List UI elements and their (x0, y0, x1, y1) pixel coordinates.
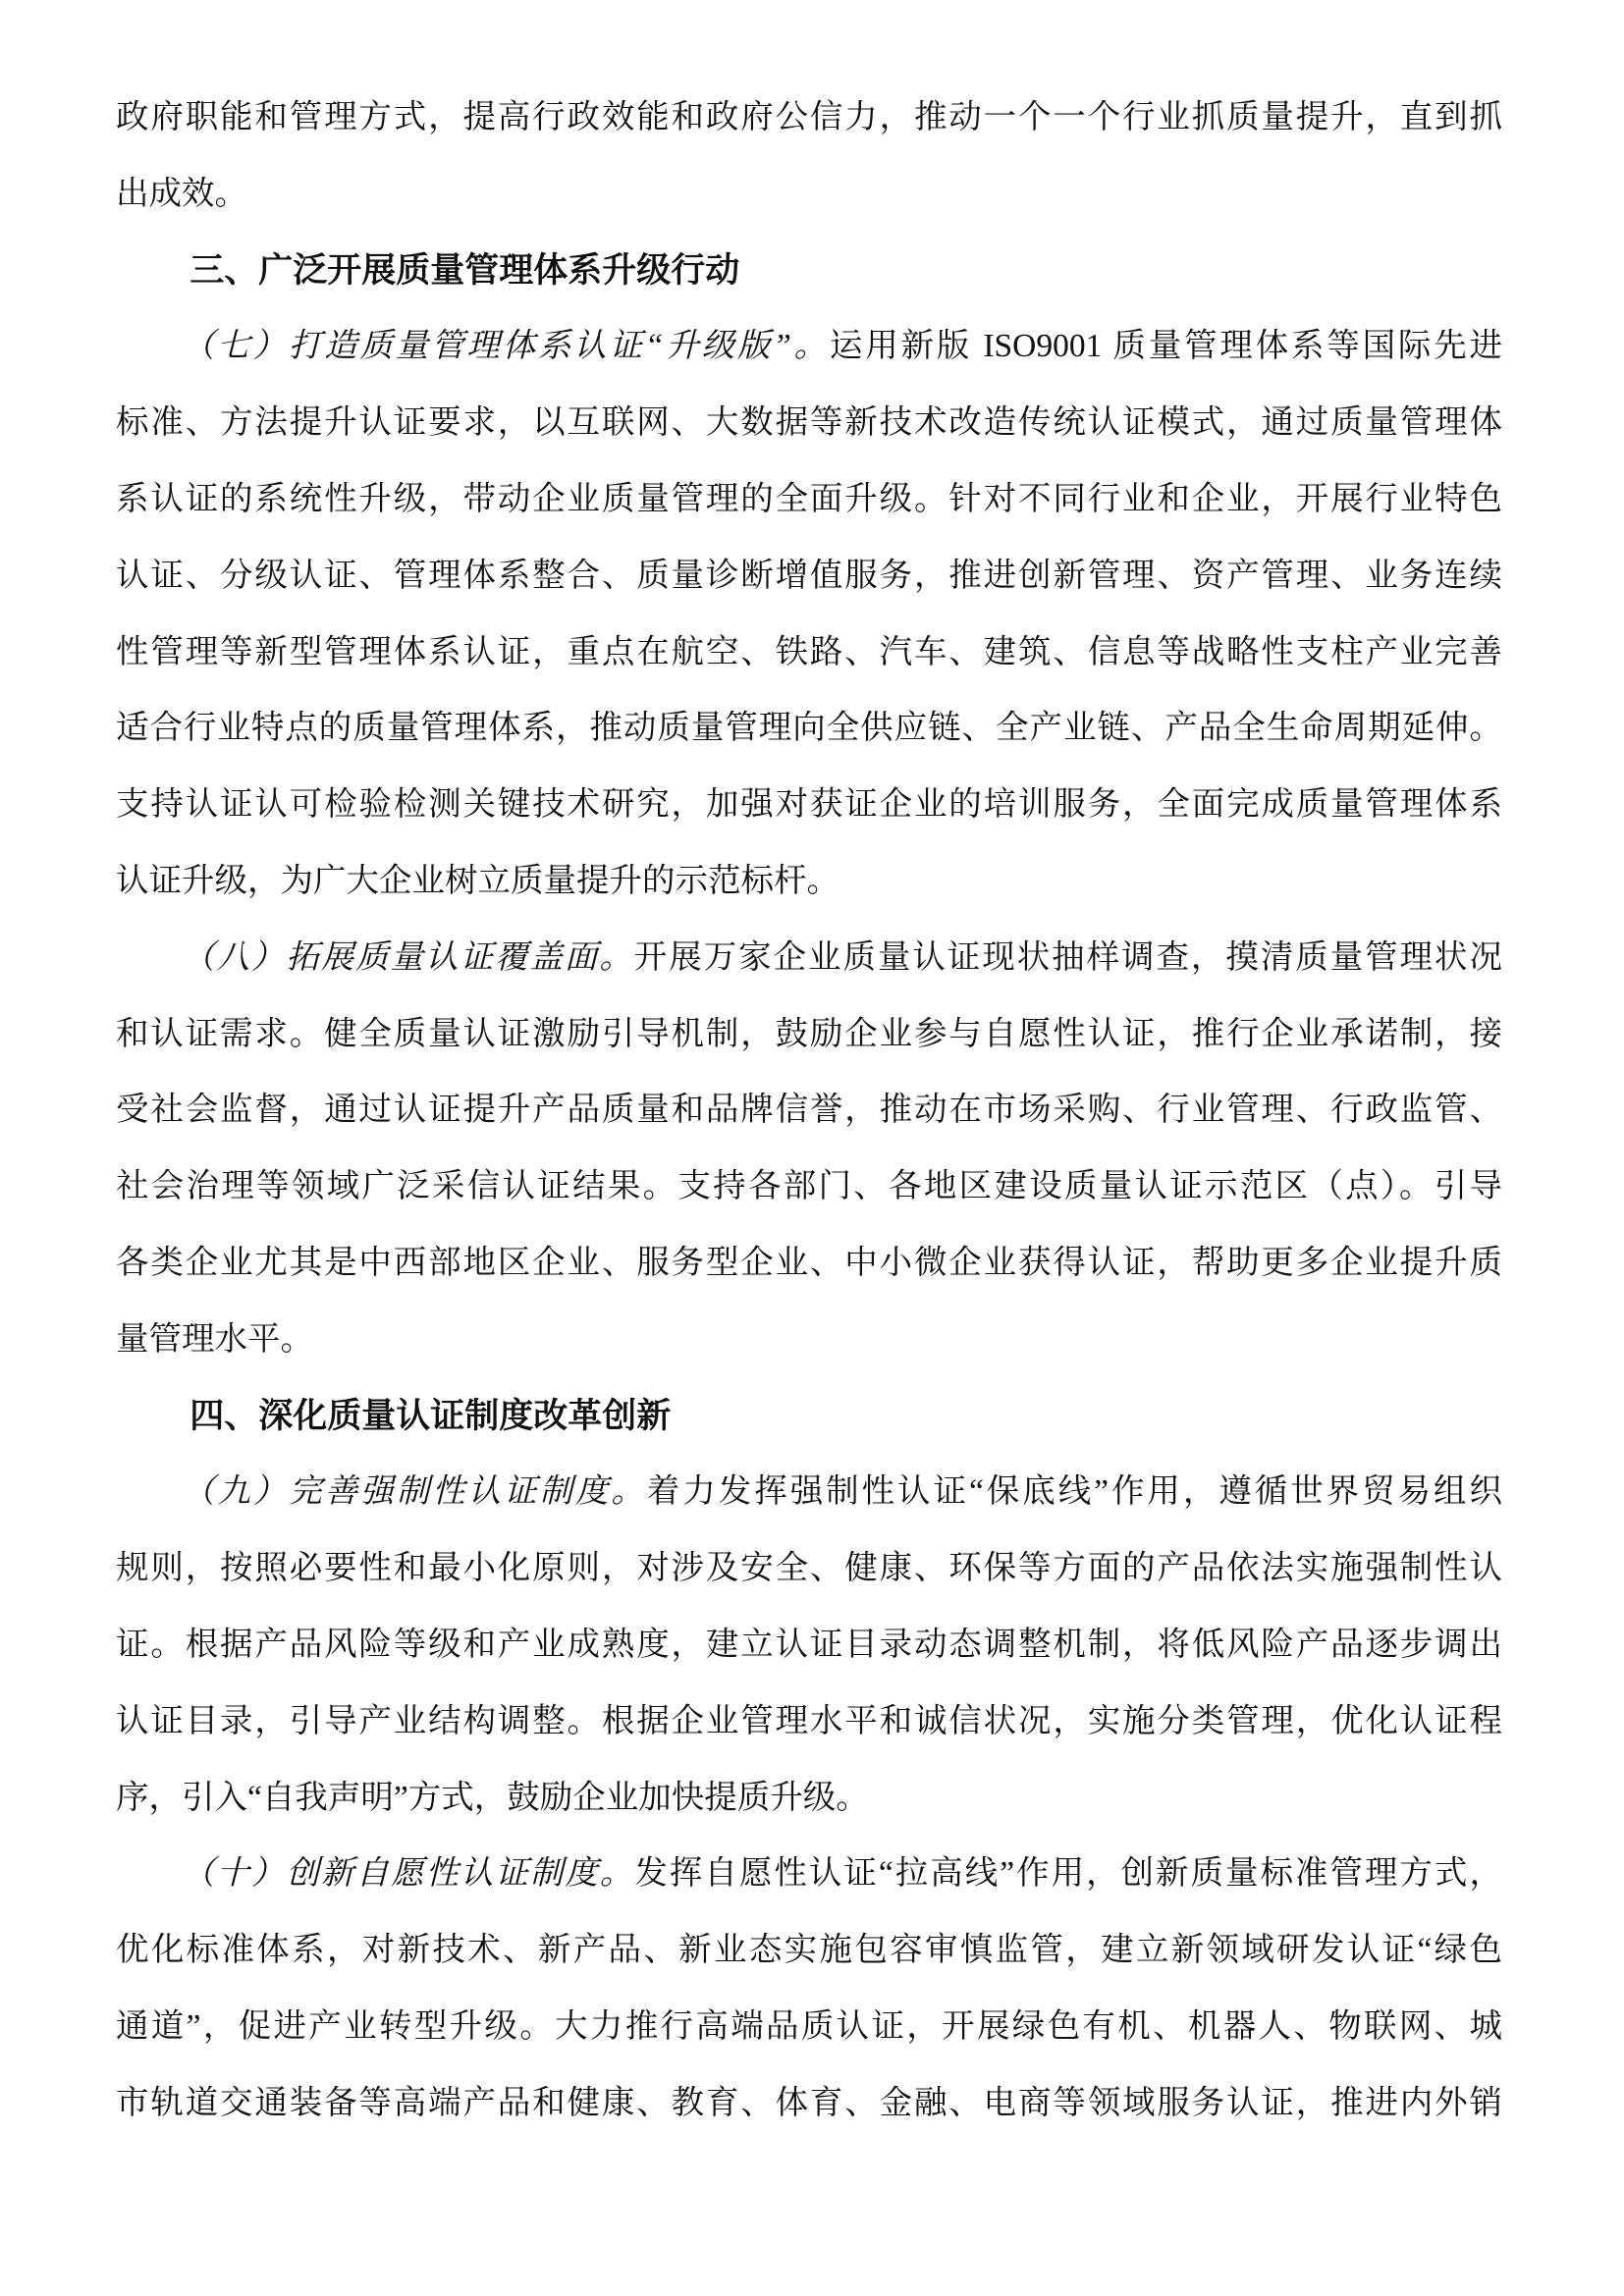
text-line: 认证、分级认证、管理体系整合、质量诊断增值服务，推进创新管理、资产管理、业务连续 (116, 557, 1502, 594)
text-line: 认证目录，引导产业结构调整。根据企业管理水平和诚信状况，实施分类管理，优化认证程 (116, 1702, 1502, 1739)
text-line: 规则，按照必要性和最小化原则，对涉及安全、健康、环保等方面的产品依法实施强制性认 (116, 1550, 1502, 1587)
text-line: 政府职能和管理方式，提高行政效能和政府公信力，推动一个一个行业抓质量提升，直到抓 (116, 99, 1502, 135)
text-line: 认证升级，为广大企业树立质量提升的示范标杆。 (116, 862, 839, 899)
text-line (116, 1454, 1502, 1530)
paragraph-lead: （七）打造质量管理体系认证“升级版”。 (182, 328, 830, 365)
text-line: 证。根据产品风险等级和产业成熟度，建立认证目录动态调整机制，将低风险产品逐步调出 (116, 1626, 1502, 1663)
text-line: 市轨道交通装备等高端产品和健康、教育、体育、金融、电商等领域服务认证，推进内外销 (116, 2084, 1502, 2121)
text-line: 系认证的系统性升级，带动企业质量管理的全面升级。针对不同行业和企业，开展行业特色 (116, 480, 1502, 517)
text-line (116, 920, 1502, 996)
text-line: 性管理等新型管理体系认证，重点在航空、铁路、汽车、建筑、信息等战略性支柱产业完善 (116, 633, 1502, 670)
text-line (116, 308, 1502, 385)
text-line (116, 1836, 1502, 1912)
text-line: 量管理水平。 (116, 1320, 313, 1358)
paragraph-lead: （九）完善强制性认证制度。 (182, 1473, 647, 1511)
paragraph-lead: （十）创新自愿性认证制度。 (182, 1855, 635, 1893)
text-line: 支持认证认可检验检测关键技术研究，加强对获证企业的培训服务，全面完成质量管理体系 (116, 786, 1502, 824)
text-line: 各类企业尤其是中西部地区企业、服务型企业、中小微企业获得认证，帮助更多企业提升质 (116, 1244, 1502, 1281)
section-heading: 三、广泛开展质量管理体系升级行动 (189, 250, 740, 290)
text-line: 优化标准体系，对新技术、新产品、新业态实施包容审慎监管，建立新领域研发认证“绿色 (116, 1932, 1502, 1969)
paragraph-text: 发挥自愿性认证“拉高线”作用，创新质量标准管理方式， (634, 1855, 1502, 1893)
paragraph-lead: （八）拓展质量认证覆盖面。 (182, 938, 634, 976)
text-line: 序，引入“自我声明”方式，鼓励企业加快提质升级。 (116, 1779, 869, 1816)
text-line: 标准、方法提升认证要求，以互联网、大数据等新技术改造传统认证模式，通过质量管理体 (116, 404, 1502, 442)
paragraph-text: 运用新版 ISO9001 质量管理体系等国际先进 (829, 328, 1502, 365)
section-heading: 四、深化质量认证制度改革创新 (189, 1396, 672, 1435)
text-line: 受社会监督，通过认证提升产品质量和品牌信誉，推动在市场采购、行业管理、行政监管、 (116, 1092, 1502, 1129)
text-line: 通道”，促进产业转型升级。大力推行高端品质认证，开展绿色有机、机器人、物联网、城 (116, 2007, 1502, 2045)
text-line: 出成效。 (116, 175, 247, 212)
paragraph-text: 开展万家企业质量认证现状抽样调查，摸清质量管理状况 (633, 938, 1502, 976)
text-line: 社会治理等领域广泛采信认证结果。支持各部门、各地区建设质量认证示范区（点）。引导 (116, 1168, 1502, 1205)
text-line: 和认证需求。健全质量认证激励引导机制，鼓励企业参与自愿性认证，推行企业承诺制，接 (116, 1015, 1502, 1052)
document-body (116, 80, 1502, 2142)
text-line: 适合行业特点的质量管理体系，推动质量管理向全供应链、全产业链、产品全生命周期延伸。 (116, 710, 1502, 747)
paragraph-text: 着力发挥强制性认证“保底线”作用，遵循世界贸易组织 (646, 1473, 1502, 1511)
